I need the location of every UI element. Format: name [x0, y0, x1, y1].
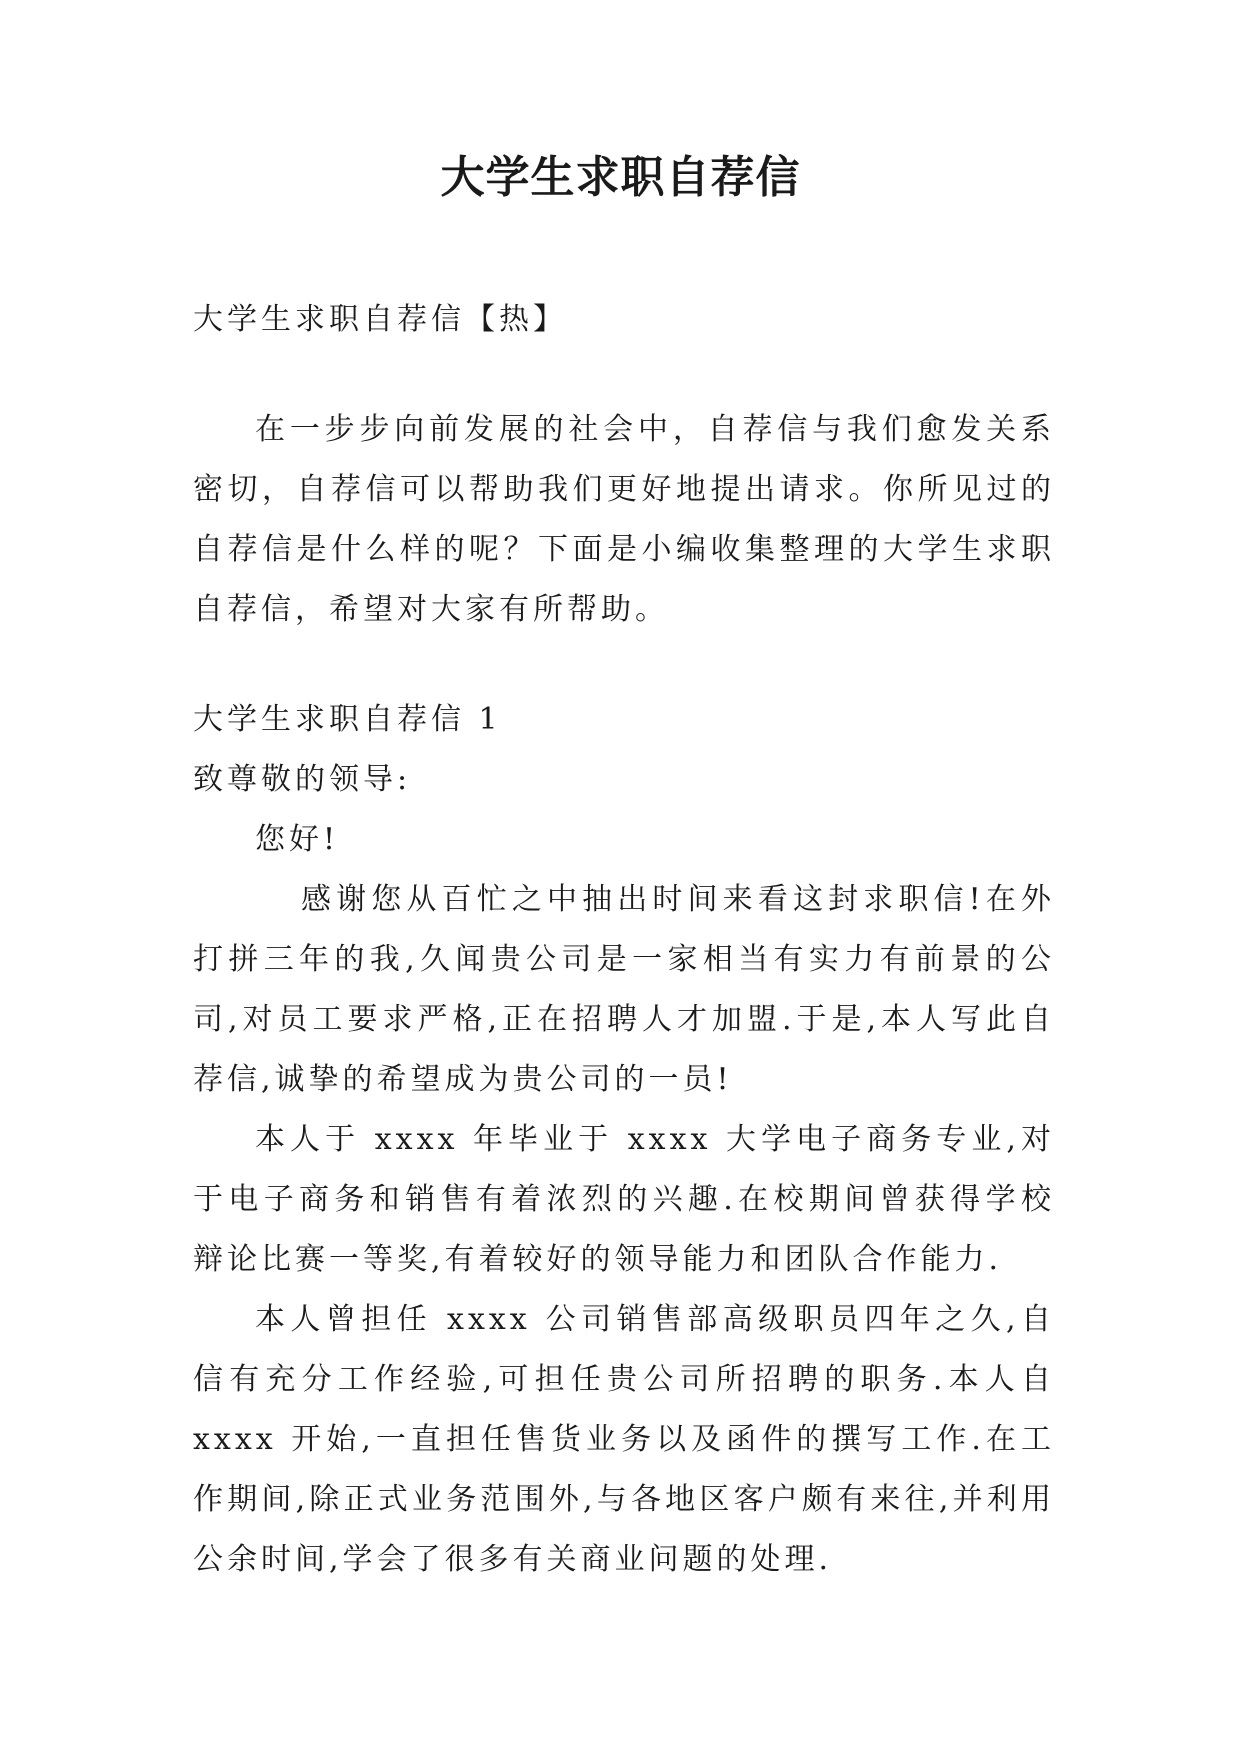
salutation: 致尊敬的领导: — [193, 762, 412, 797]
document-subtitle: 大学生求职自荐信【热】 — [193, 302, 567, 337]
greeting: 您好! — [255, 822, 340, 857]
section-heading: 大学生求职自荐信 1 — [193, 702, 502, 737]
body-paragraph: 感谢您从百忙之中抽出时间来看这封求职信!在外打拼三年的我,久闻贵公司是一家相当有实力有前景的公司,对员工要求严格,正在招聘人才加盟.于是,本人写此自荐信,诚挚的希望成为贵公司的一员! — [193, 882, 1055, 1097]
document-body — [193, 290, 1055, 1590]
document-title: 大学生求职自荐信 — [440, 152, 801, 203]
body-paragraph: 本人于 xxxx 年毕业于 xxxx 大学电子商务专业,对于电子商务和销售有着浓烈的兴趣.在校期间曾获得学校辩论比赛一等奖,有着较好的领导能力和团队合作能力. — [193, 1122, 1055, 1277]
intro-paragraph: 在一步步向前发展的社会中，自荐信与我们愈发关系密切，自荐信可以帮助我们更好地提出请求。你所见过的自荐信是什么样的呢？下面是小编收集整理的大学生求职自荐信，希望对大家有所帮助。 — [193, 412, 1055, 627]
body-paragraph: 本人曾担任 xxxx 公司销售部高级职员四年之久,自信有充分工作经验,可担任贵公司所招聘的职务.本人自 xxxx 开始,一直担任售货业务以及函件的撰写工作.在工作期间,除正式业务范围外,与各地区客户颇有来往,并利用公余时间,学会了很多有关商业问题的处理. — [193, 1302, 1055, 1577]
